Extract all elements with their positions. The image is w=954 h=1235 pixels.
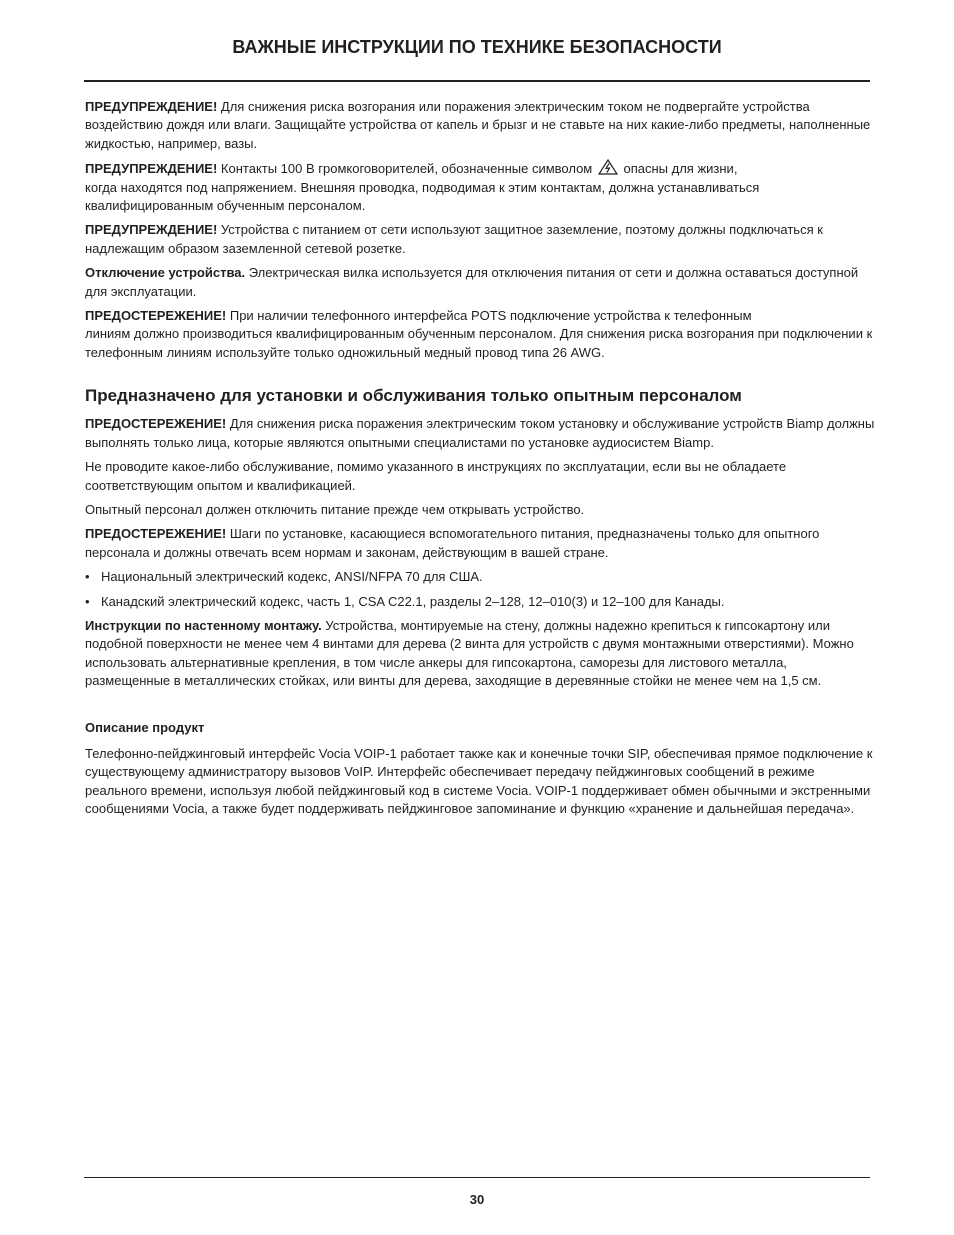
warning-text: Устройства с питанием от сети используют защитное заземление, поэтому должны подключаться к надлежащим образом заземленной сетевой розетке. — [85, 222, 823, 256]
warning-grounding — [85, 221, 875, 258]
warning-label: ПРЕДУПРЕЖДЕНИЕ! — [85, 161, 218, 177]
caution-service — [85, 415, 875, 452]
bullet-mark: • — [85, 593, 90, 609]
caution-text: При наличии телефонного интерфейса POTS подключение устройства к телефонным — [229, 308, 752, 324]
instructions-label: Инструкции по настенному монтажу. — [85, 617, 322, 633]
note-text: Электрическая вилка используется для отключения питания от сети и должна оставаться доступной для эксплуатации. — [85, 265, 859, 299]
instructions-text: Устройства, монтируемые на стену, должны надежно крепиться к гипсокартону или подобной поверхности не менее чем 4 винтами для дерева (2 винта для устройств с двумя монтажными отверстиями). Можно использовать альтернативные крепления, в том числе анкеры для гипсокартона, саморезы для листового металла, размещенные в металлических стойках, или винты для дерева, заходящие в деревянные стойки не менее чем на 1,5 см. — [85, 617, 854, 689]
product-description-text: Телефонно-пейджинговый интерфейс Vocia VOIP-1 работает также как и конечные точки SIP, обеспечивая прямое подключение к существующему администратору вызовов VoIP. Интерфейс обеспечивает передачу пейджинговых сообщений в режиме реального времени, используя любой пейджинговый код в системе Vocia. VOIP-1 поддерживает обмен обычными и экстренными сообщениями Vocia, а также будет поддерживать пейджинговое запоминание и функцию «хранение и дальнейшая передача». — [85, 745, 873, 817]
document-body — [85, 98, 875, 825]
paragraph-no-service: Не проводите какое-либо обслуживание, помимо указанного в инструкциях по эксплуатации, если вы не обладаете соответствующим опытом и квалификацией. — [85, 459, 787, 493]
wall-mount-instructions — [85, 617, 875, 691]
caution-pots — [85, 307, 875, 362]
hazardous-voltage-icon — [598, 159, 618, 175]
header-rule — [84, 80, 870, 82]
list-item-text: Национальный электрический кодекс, ANSI/NFPA 70 для США. — [101, 569, 483, 585]
warning-moisture — [85, 98, 875, 153]
list-item-text: Канадский электрический кодекс, часть 1, CSA C22.1, разделы 2–128, 12–010(3) и 12–100 для Канады. — [101, 593, 725, 609]
paragraph-disconnect-power: Опытный персонал должен отключить питание прежде чем открывать устройство. — [85, 501, 585, 517]
caution-label: ПРЕДОСТЕРЕЖЕНИЕ! — [85, 526, 227, 542]
caution-text: Для снижения риска поражения электрическим током установку и обслуживание устройств Biamp должны выполнять только лица, которые являются опытными специалистами по установке аудиосистем Biamp. — [85, 416, 875, 450]
caution-label: ПРЕДОСТЕРЕЖЕНИЕ! — [85, 308, 227, 324]
page-number: 30 — [469, 1192, 485, 1207]
page-title: ВАЖНЫЕ ИНСТРУКЦИИ ПО ТЕХНИКЕ БЕЗОПАСНОСТИ — [232, 37, 722, 57]
note-disconnect — [85, 264, 875, 301]
product-description-heading: Описание продукт — [85, 719, 205, 735]
code-list — [85, 568, 875, 611]
caution-aux-power — [85, 525, 875, 562]
warning-label: ПРЕДУПРЕЖДЕНИЕ! — [85, 222, 218, 238]
warning-text: Контакты 100 В громкоговорителей, обозначенные символом — [220, 161, 593, 177]
section-heading-service: Предназначено для установки и обслуживания только опытным персоналом — [85, 386, 742, 406]
caution-text: Шаги по установке, касающиеся вспомогательного питания, предназначены только для опытного персонала и должны отвечать всем нормам и законам, действующим в вашей стране. — [85, 526, 820, 560]
caution-text: линиям должно производиться квалифицированным обученным персоналом. Для снижения риска возгорания при подключении к телефонным линиям используйте только одножильный медный провод типа 26 AWG. — [85, 326, 873, 360]
warning-text: Для снижения риска возгорания или поражения электрическим током не подвергайте устройства воздействию дождя или влаги. Защищайте устройства от капель и брызг и не ставьте на них какие-либо предметы, наполненные жидкостью, например, вазы. — [85, 99, 871, 151]
note-label: Отключение устройства. — [85, 265, 246, 281]
warning-speaker-terminals — [85, 159, 875, 215]
footer-rule — [84, 1177, 870, 1178]
caution-label: ПРЕДОСТЕРЕЖЕНИЕ! — [85, 416, 227, 432]
bullet-mark: • — [85, 569, 90, 585]
list-item — [85, 568, 875, 586]
list-item — [85, 593, 875, 611]
warning-label: ПРЕДУПРЕЖДЕНИЕ! — [85, 99, 218, 114]
warning-text: когда находятся под напряжением. Внешняя проводка, подводимая к этим контактам, должна устанавливаться квалифицированным обученным персоналом. — [85, 179, 760, 214]
warning-text: опасны для жизни, — [623, 161, 738, 177]
